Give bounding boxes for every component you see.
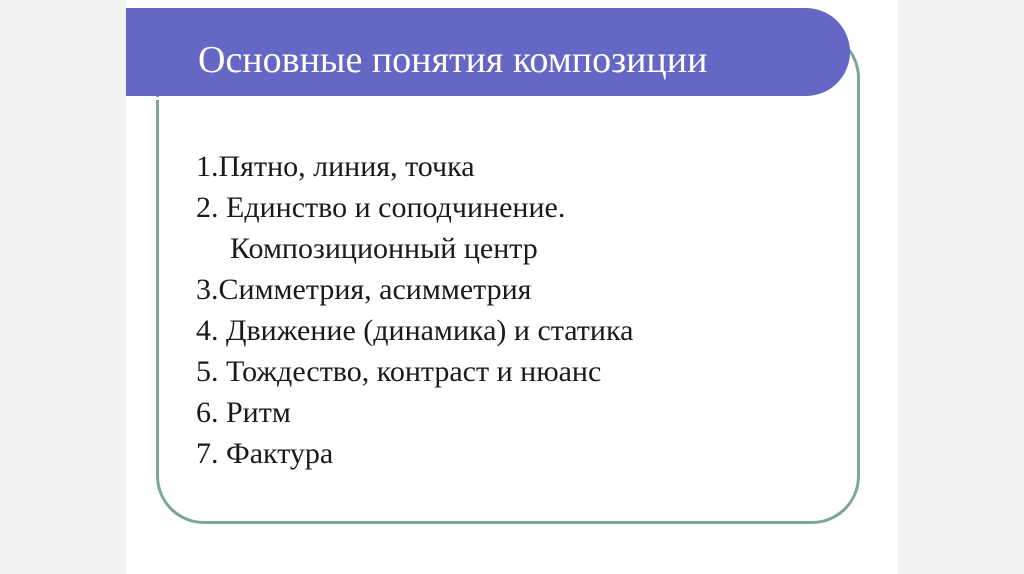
list-item: 2. Единство и соподчинение. — [196, 191, 566, 224]
list-item: 5. Тождество, контраст и нюанс — [196, 355, 602, 388]
concept-list — [196, 146, 633, 474]
list-item-continuation: Композиционный центр — [230, 232, 538, 265]
list-item: 3.Симметрия, асимметрия — [196, 273, 532, 306]
slide-title: Основные понятия композиции — [198, 39, 708, 81]
title-underline — [126, 97, 812, 100]
list-item: 4. Движение (динамика) и статика — [196, 314, 634, 347]
slide — [126, 0, 898, 574]
list-item: 6. Ритм — [196, 396, 291, 429]
list-item: 1.Пятно, линия, точка — [196, 150, 475, 183]
title-band — [126, 8, 850, 96]
list-item: 7. Фактура — [196, 437, 334, 470]
